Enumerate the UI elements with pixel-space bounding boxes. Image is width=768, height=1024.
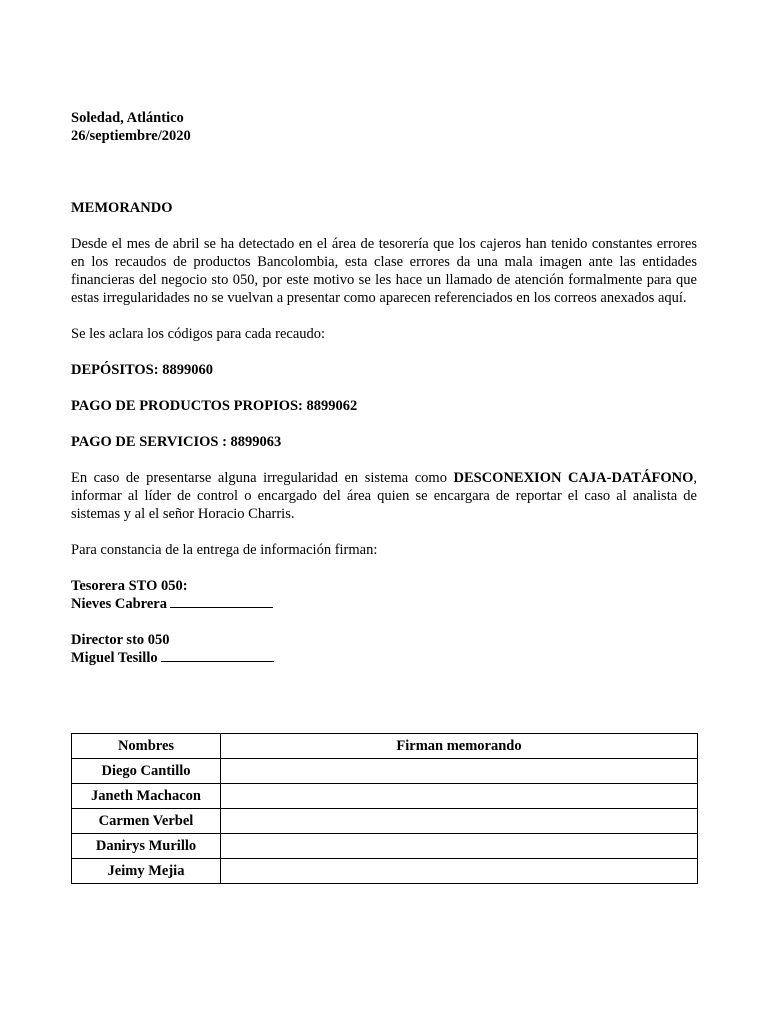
codes-intro: Se les aclara los códigos para cada recaudo: bbox=[71, 326, 326, 342]
signature-cell bbox=[221, 784, 698, 809]
name-cell: Carmen Verbel bbox=[72, 809, 221, 834]
table-row bbox=[72, 784, 698, 809]
signature-line bbox=[170, 595, 273, 608]
irregularity-paragraph bbox=[71, 469, 697, 523]
code-own-products: PAGO DE PRODUCTOS PROPIOS: 8899062 bbox=[71, 398, 358, 414]
memo-document bbox=[71, 109, 697, 667]
table-row bbox=[72, 809, 698, 834]
signatory-role: Director sto 050 bbox=[71, 632, 170, 648]
signature-cell bbox=[221, 834, 698, 859]
table-row bbox=[72, 859, 698, 884]
name-cell: Diego Cantillo bbox=[72, 759, 221, 784]
irregularity-after: , informar al líder de control o encargado del área quien se encargara de reportar el caso al analista de sistemas y al el señor Horacio Charris. bbox=[71, 470, 697, 522]
column-header-names: Nombres bbox=[72, 734, 221, 759]
signature-cell bbox=[221, 809, 698, 834]
name-cell: Jeimy Mejia bbox=[72, 859, 221, 884]
signatory-name-row bbox=[71, 595, 697, 613]
signature-table bbox=[71, 733, 698, 884]
code-deposits: DEPÓSITOS: 8899060 bbox=[71, 362, 213, 378]
signatory-name: Nieves Cabrera bbox=[71, 596, 167, 612]
signatory-role: Tesorera STO 050: bbox=[71, 578, 188, 594]
column-header-signatures: Firman memorando bbox=[221, 734, 698, 759]
code-services: PAGO DE SERVICIOS : 8899063 bbox=[71, 434, 282, 450]
signatory-treasurer bbox=[71, 577, 697, 613]
memo-title: MEMORANDO bbox=[71, 200, 173, 216]
signatory-name: Miguel Tesillo bbox=[71, 650, 158, 666]
name-cell: Danirys Murillo bbox=[72, 834, 221, 859]
irregularity-emphasis: DESCONEXION CAJA-DATÁFONO bbox=[453, 470, 694, 486]
signatory-name-row bbox=[71, 649, 697, 667]
memo-header bbox=[71, 109, 697, 145]
place-text: Soledad, Atlántico bbox=[71, 110, 184, 126]
signature-intro: Para constancia de la entrega de información firman: bbox=[71, 542, 378, 558]
signature-line bbox=[161, 649, 274, 662]
table-row bbox=[72, 834, 698, 859]
intro-paragraph: Desde el mes de abril se ha detectado en el área de tesorería que los cajeros han tenido constantes errores en los recaudos de productos Bancolombia, esta clase errores da una mala imagen ante las entidades financieras del negocio sto 050, por este motivo se les hace un llamado de atención formalmente para que estas irregularidades no se vuelvan a presentar como aparecen referenciados en los correos anexados aquí. bbox=[71, 236, 697, 306]
signature-cell bbox=[221, 859, 698, 884]
table-header-row bbox=[72, 734, 698, 759]
irregularity-before: En caso de presentarse alguna irregularidad en sistema como bbox=[71, 470, 454, 486]
signature-cell bbox=[221, 759, 698, 784]
codes-list bbox=[71, 361, 697, 451]
date-text: 26/septiembre/2020 bbox=[71, 128, 191, 144]
table-row bbox=[72, 759, 698, 784]
name-cell: Janeth Machacon bbox=[72, 784, 221, 809]
signatory-director bbox=[71, 631, 697, 667]
